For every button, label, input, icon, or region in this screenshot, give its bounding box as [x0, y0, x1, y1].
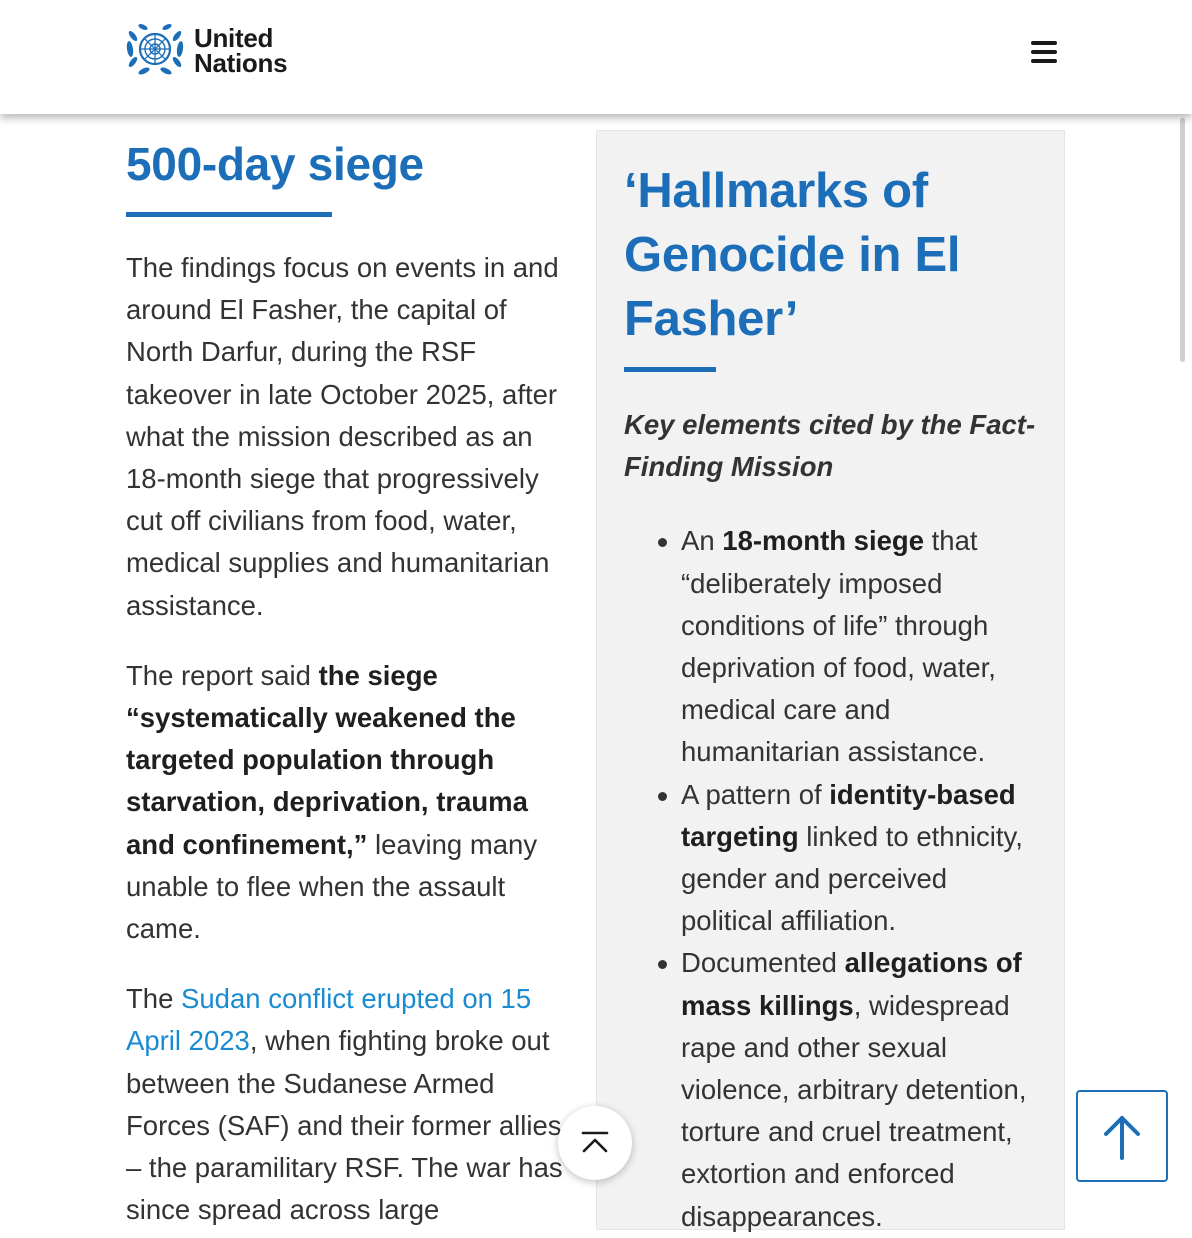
- item-bold-text: 18-month siege: [722, 525, 924, 557]
- sidebar-subheading: Key elements cited by the Fact-Finding Mission: [624, 409, 1036, 483]
- paragraph-text: , when fighting broke out between the Sudanese Armed Forces (SAF) and their former allies – the paramilitary RSF. The war has since spread across large: [126, 1025, 563, 1226]
- item-text: An: [681, 525, 723, 557]
- hamburger-menu-icon[interactable]: [1030, 38, 1058, 66]
- section-heading: 500-day siege: [126, 138, 424, 190]
- findings-list-item: [681, 520, 1044, 773]
- sidebar-box: [596, 130, 1065, 1230]
- paragraph-bold-text: the siege “systematically weakened the targeted population through starvation, deprivation, trauma and confinement,”: [126, 659, 528, 860]
- item-bold-text: identity-based targeting: [681, 778, 1016, 852]
- findings-list-item: [681, 942, 1044, 1237]
- sudan-conflict-link[interactable]: Sudan conflict erupted on 15 April 2023: [126, 983, 532, 1057]
- article-paragraph-1: The findings focus on events in and around El Fasher, the capital of North Darfur, during the RSF takeover in late October 2025, after what the mission described as an 18-month siege that progressively cut off civilians from food, water, medical supplies and humanitarian assistance.: [126, 252, 559, 621]
- paragraph-text: The report said: [126, 659, 319, 691]
- findings-list-item: [681, 774, 1044, 943]
- paragraph-text: The: [126, 983, 182, 1015]
- page-scrollbar[interactable]: [1180, 118, 1185, 362]
- back-to-top-button[interactable]: [1076, 1090, 1168, 1182]
- heading-underline: [126, 212, 332, 217]
- article-column: [126, 130, 566, 1231]
- logo-line-2: Nations: [194, 48, 288, 78]
- un-logo[interactable]: [124, 22, 287, 80]
- logo-wordmark: [194, 23, 288, 78]
- item-text: Documented: [681, 947, 845, 979]
- item-text: , widespread rape and other sexual violence, arbitrary detention, torture and cruel treatment, extortion and enforced disappearances.: [681, 989, 1027, 1232]
- article-paragraph-2: [126, 655, 566, 950]
- arrow-up-icon: [1102, 1114, 1142, 1160]
- logo-line-1: United: [194, 23, 274, 53]
- article-paragraph-3: [126, 978, 566, 1231]
- item-bold-text: allegations of mass killings: [681, 947, 1022, 1021]
- jump-to-top-button[interactable]: [558, 1106, 632, 1180]
- item-text: A pattern of: [681, 778, 830, 810]
- site-header: [0, 0, 1192, 114]
- chevron-up-bar-icon: [580, 1130, 610, 1156]
- item-text: that “deliberately imposed conditions of life” through deprivation of food, water, medical care and humanitarian assistance.: [681, 525, 996, 768]
- sidebar-heading-underline: [624, 367, 716, 372]
- un-emblem-icon: [124, 22, 186, 80]
- item-text: linked to ethnicity, gender and perceived political affiliation.: [681, 820, 1023, 937]
- paragraph-text: leaving many unable to flee when the assault came.: [126, 828, 538, 945]
- sidebar-heading: ‘Hallmarks of Genocide in El Fasher’: [624, 164, 961, 346]
- findings-list: [624, 520, 1044, 1237]
